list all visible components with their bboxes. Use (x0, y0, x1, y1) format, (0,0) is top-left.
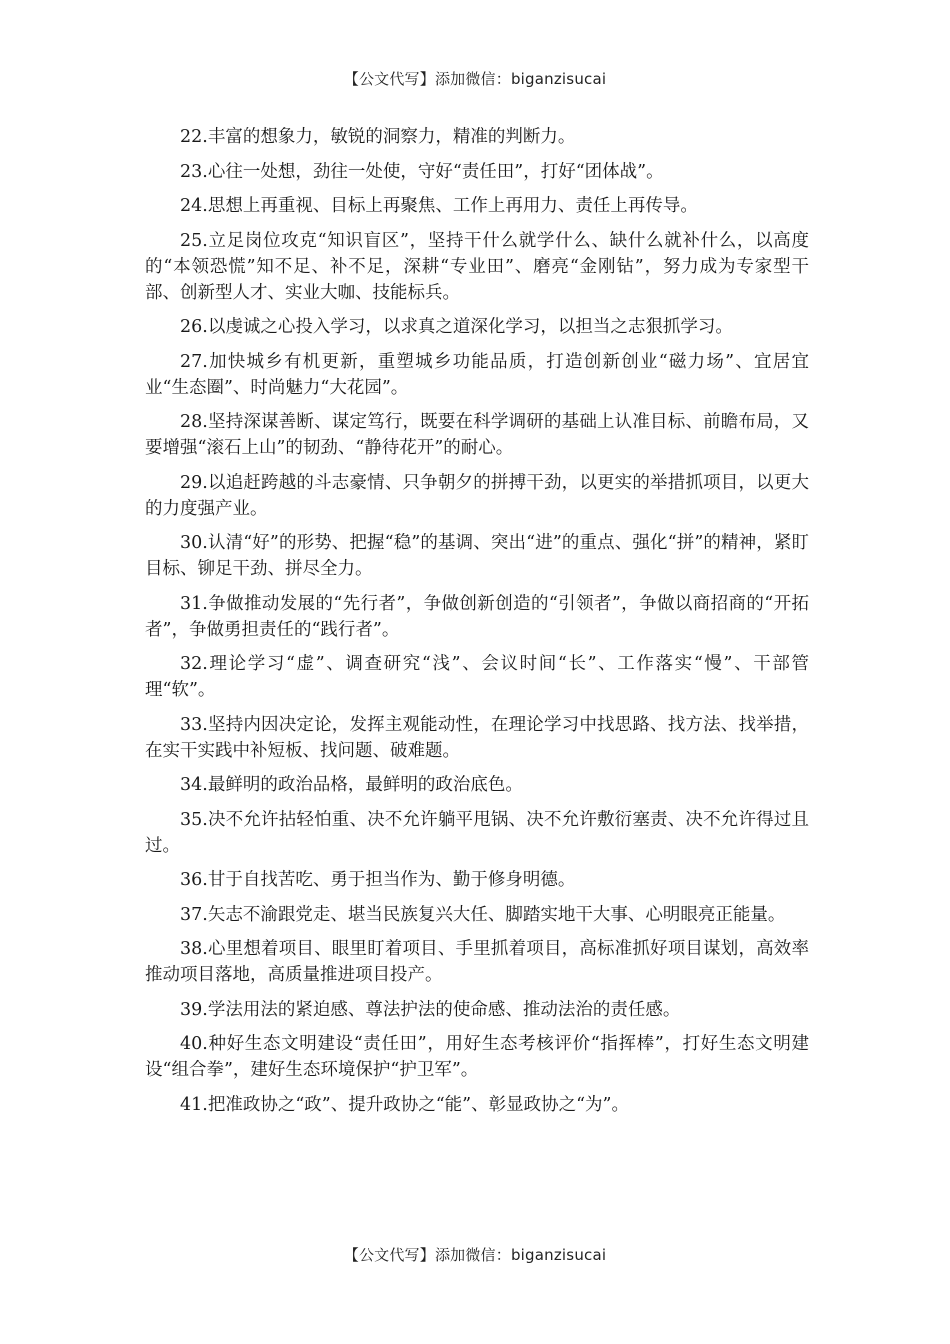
paragraph-35: 35.决不允许拈轻怕重、决不允许躺平甩锅、决不允许敷衍塞责、决不允许得过且过。 (145, 809, 809, 856)
paragraph-36: 36.甘于自找苦吃、勇于担当作为、勤于修身明德。 (180, 870, 576, 890)
paragraph-41: 41.把准政协之“政”、提升政协之“能”、彰显政协之“为”。 (180, 1094, 630, 1115)
page-header: 【公文代写】添加微信：biganzisucai (343, 70, 607, 88)
paragraph-28: 28.坚持深谋善断、谋定笃行，既要在科学调研的基础上认准目标、前瞻布局，又要增强“滚石上山”的韧劲、“静待花开”的耐心。 (145, 412, 809, 458)
paragraph-29: 29.以追赶跨越的斗志豪情、只争朝夕的拼搏干劲，以更实的举措抓项目，以更大的力度强产业。 (145, 472, 809, 519)
paragraph-32: 32.理论学习“虚”、调查研究“浅”、会议时间“长”、工作落实“慢”、干部管理“软”。 (145, 654, 809, 700)
paragraph-31: 31.争做推动发展的“先行者”，争做创新创造的“引领者”，争做以商招商的“开拓者”，争做勇担责任的“践行者”。 (145, 593, 809, 640)
paragraph-30: 30.认清“好”的形势、把握“稳”的基调、突出“进”的重点、强化“拼”的精神，紧盯目标、铆足干劲、拼尽全力。 (145, 533, 809, 579)
paragraph-26: 26.以虔诚之心投入学习，以求真之道深化学习，以担当之志狠抓学习。 (180, 317, 733, 337)
paragraph-25: 25.立足岗位攻克“知识盲区”，坚持干什么就学什么、缺什么就补什么，以高度的“本领恐慌”知不足、补不足，深耕“专业田”、磨亮“金刚钻”，努力成为专家型干部、创新型人才、实业大咖、技能标兵。 (145, 230, 809, 303)
paragraph-22: 22.丰富的想象力，敏锐的洞察力，精准的判断力。 (180, 127, 576, 147)
page-footer: 【公文代写】添加微信：biganzisucai (343, 1246, 607, 1264)
document-body (145, 124, 809, 1126)
paragraph-38: 38.心里想着项目、眼里盯着项目、手里抓着项目，高标准抓好项目谋划，高效率推动项目落地，高质量推进项目投产。 (145, 939, 809, 985)
paragraph-23: 23.心往一处想，劲往一处使，守好“责任田”，打好“团体战”。 (180, 161, 664, 182)
paragraph-34: 34.最鲜明的政治品格，最鲜明的政治底色。 (180, 775, 523, 795)
paragraph-24: 24.思想上再重视、目标上再聚焦、工作上再用力、责任上再传导。 (180, 196, 698, 216)
paragraph-37: 37.矢志不渝跟党走、堪当民族复兴大任、脚踏实地干大事、心明眼亮正能量。 (180, 904, 786, 925)
paragraph-27: 27.加快城乡有机更新，重塑城乡功能品质，打造创新创业“磁力场”、宜居宜业“生态圈”、时尚魅力“大花园”。 (145, 351, 809, 398)
paragraph-39: 39.学法用法的紧迫感、尊法护法的使命感、推动法治的责任感。 (180, 999, 681, 1020)
paragraph-33: 33.坚持内因决定论，发挥主观能动性，在理论学习中找思路、找方法、找举措，在实干实践中补短板、找问题、破难题。 (145, 714, 809, 761)
paragraph-40: 40.种好生态文明建设“责任田”，用好生态考核评价“指挥棒”，打好生态文明建设“组合拳”，建好生态环境保护“护卫军”。 (145, 1034, 809, 1080)
